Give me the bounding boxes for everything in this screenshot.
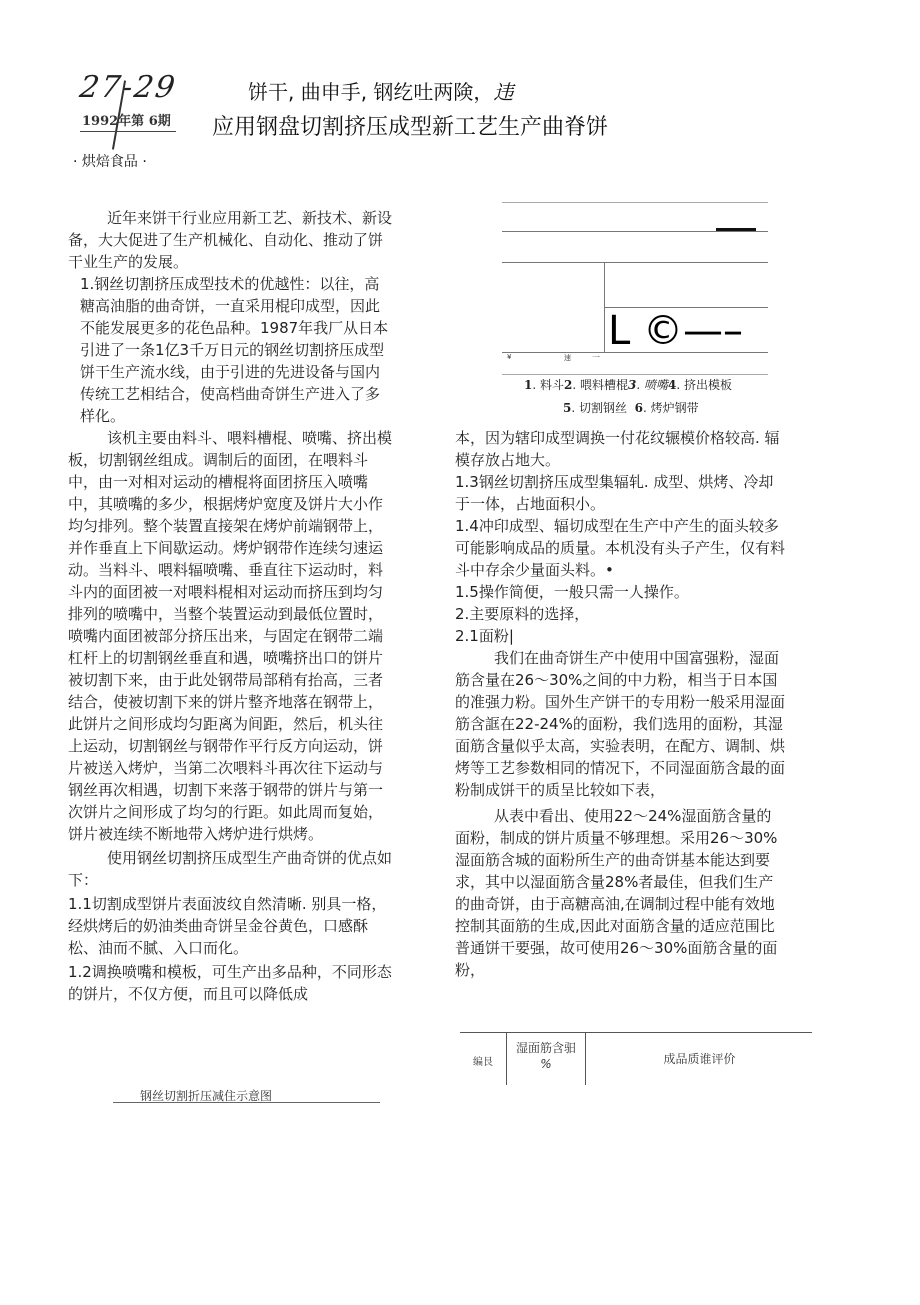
legend-item: . 挤出模板 [676,378,732,392]
table-header-gluten-unit: % [540,1057,552,1071]
diagram-line [502,262,768,263]
paragraph-cost: 本，因为辖印成型调换一付花纹辗模价格较高. 辐模存放占地大。 [455,429,780,469]
paragraph-intro: 近年来饼干行业应用新工艺、新技术、新设备，大大促进了生产机械化、自动化、推动了饼干业生产的发展。 [68,209,393,271]
caption-rule [113,1102,380,1103]
paragraph-1-4: 1.4冲印成型、辐切成型在生产中产生的面头较多可能影响成品的质量。本机没有头子产生，仅有料斗中存余少量面头料。• [455,517,786,579]
quality-table [460,1032,812,1071]
table-divider [506,1033,507,1085]
legend-num: 6 [634,401,643,415]
paragraph-benefits-intro: 使用钢丝切割挤压成型生产曲奇饼的优点如下： [68,849,393,889]
paragraph-1-2: 1.2调换喷嘴和模板，可生产出多品种，不同形态的饼片，不仅方便，而且可以降低成 [68,963,392,1003]
table-divider [585,1033,586,1085]
section-label: · 烘焙食品 · [73,154,147,170]
legend-num: 2 [564,378,573,392]
paragraph-flour: 我们在曲奇饼生产中使用中国富强粉，湿面筋含量在26～30%之间的中力粉，相当于日本国的准强力粉。国外生产饼干的专用粉一般采用湿面筋含誆在22-24%的面粉，我们选用的面粉，其湿面筋含量似乎太高，实验表明，在配方、调制、烘烤等工艺参数相同的情况下，不同湿面筋含最的面粉制成饼干的质呈比较如下表， [455,649,786,799]
handwritten-page-numbers: 27-29 [77,70,179,105]
table-header-gluten [508,1040,584,1072]
legend-num: 3 [628,378,637,392]
table-header-number: 编艮 [473,1057,493,1068]
title-line1-text: 饼干, 曲申手, 钢纥吐两険， [248,80,494,104]
legend-num: 1 [524,378,533,392]
paragraph-advantages: 1.钢丝切割挤压成型技术的优越性：以往，高糖高油脂的曲奇饼，一直采用棍印成型，因此不能发展更多的花色品种。1987年我厂从日本引进了一条1亿3千万日元的钢丝切割挤压成型饼干生产流水线，由于引进的先进设备与国内传统工艺相结合，使高档曲奇饼生产进入了多样化。 [80,275,389,425]
diagram-label-3: 一 [592,353,600,362]
legend-item: . 烤炉钢带 [642,401,699,415]
diagram-legend-line2 [563,399,699,416]
table-header-gluten-text: 湿面筋含驲 [515,1041,576,1055]
article-title-line2: 应用钢盘切割挤压成型新工艺生产曲脊饼 [212,115,609,140]
diagram-line [502,352,768,353]
legend-item: . 喂料槽棍 [572,378,628,392]
paragraph-2: 2.主要原料的选择， [455,605,590,623]
diagram-line [502,202,768,203]
paragraph-machine: 该机主要由料斗、喂料槽棍、喷嘴、挤出模板，切割钢丝组成。调制后的面团，在喂料斗中，由一对相对运动的槽棍将面团挤压入喷嘴中，其喷嘴的多少，根据烤炉宽度及饼片大小作均匀排列。整个装置直接架在烤炉前端钢带上，并作垂直上下间歇运动。烤炉钢带作连续匀速运动。当料斗、喂料辐喷嘴、垂直往下运动时，料斗内的面团被一对喂料棍相对运动而挤压到均匀排列的喷嘴中，当整个装置运动到最低位置时，喷嘴内面团被部分挤压出来，与固定在钢带二端杠杆上的切割钢丝垂直和遇，喷嘴挤出口的饼片被切割下来，由于此处钢带局部稍有抬高，三者结合，使被切割下来的饼片整齐地落在钢带上，此饼片之间形成均匀距离为间距，然后，机头往上运动，切割钢丝与钢带作平行反方向运动，饼片被送入烤炉，当第二次喂料斗再次往下运动与钢丝再次相遇，切割下来落于钢带的饼片与第一次饼片之间形成了均匀的行距。如此周而复始，饼片被连续不断地带入烤炉进行烘烤。 [68,429,393,843]
legend-item: . 喷嘴 [636,378,668,392]
left-column [68,207,393,1005]
paragraph-1-1: 1.1切割成型饼片表面波纹自然清晰. 别具一格，经烘烤后的奶油类曲奇饼呈金谷黄色，口感酥松、油而不腻、入口而化。 [68,895,387,957]
legend-num: 4 [668,378,677,392]
diagram-line [502,374,768,375]
diagram-marks: L ©—– [608,308,743,354]
issue-underline [80,131,176,132]
table-header-evaluation: 成品质谁评价 [663,1052,736,1066]
issue-label: 1992年第 6期 [82,114,171,129]
legend-item: . 切割钢丝 [571,401,635,415]
diagram-bar [716,228,756,231]
legend-item: . 料斗 [532,378,564,392]
diagram-legend-line1 [524,376,732,393]
paragraph-2-1: 2.1面粉| [455,627,514,645]
paragraph-conclusion: 从表中看出、使用22～24%湿面筋含量的面粉，制成的饼片质量不够理想。采用26～30%湿面筋含城的面粉所生产的曲奇饼基本能达到要求，其中以湿面筋含量28%者最佳，但我们生产的曲奇饼，由于高糖高油,在调制过程中能有效地控制其面筋的生成,因此对面筋含量的适应范围比普通饼干要强，故可使用26～30%面筋含量的面粉， [455,807,778,979]
right-column [455,427,785,981]
article-title-line1 [248,76,513,105]
diagram-line [502,231,768,232]
diagram-label-1: ¥ [507,353,512,361]
legend-num: 5 [563,401,572,415]
figure-caption: 钢丝切割折压减住示意图 [140,1089,273,1103]
paragraph-1-3: 1.3钢丝切割挤压成型集辐轧. 成型、烘烤、冷却于一体，占地面积小。 [455,473,774,513]
diagram-label-2: 速 [564,354,571,362]
title-line1-italic: 违 [493,80,514,104]
paragraph-1-5: 1.5操作简便，一般只需一人操作。 [455,583,689,601]
